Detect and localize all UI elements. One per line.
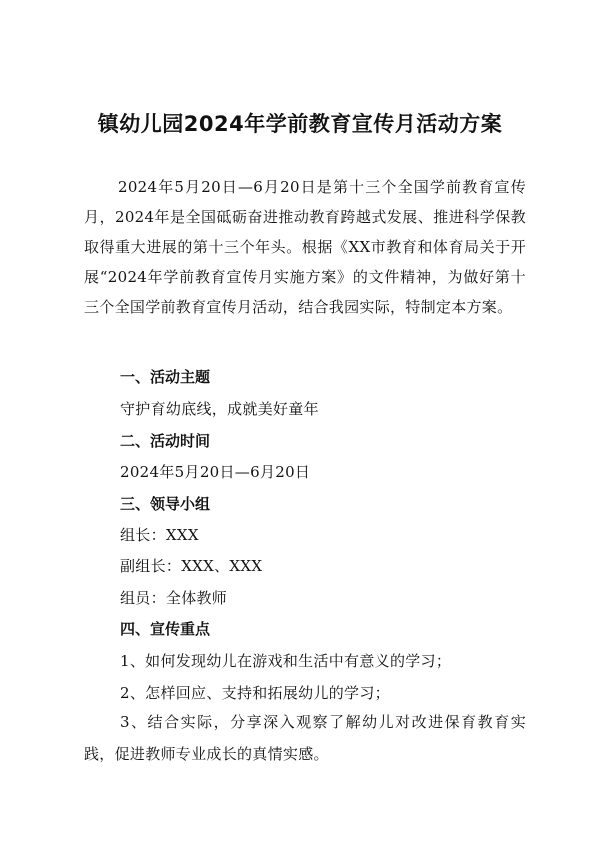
section-heading-theme: 一、活动主题 [120,368,211,386]
section-heading-time: 二、活动时间 [120,432,211,450]
members-text: 组员：全体教师 [120,589,228,607]
focus-item-3: 3、结合实际，分享深入观察了解幼儿对改进保育教育实践，促进教师专业成长的真情实感。 [84,713,526,763]
section-heading-focus: 四、宣传重点 [120,620,211,638]
theme-text: 守护育幼底线，成就美好童年 [120,400,319,418]
focus-item-2: 2、怎样回应、支持和拓展幼儿的学习； [120,684,390,702]
document-title: 镇幼儿园2024年学前教育宣传月活动方案 [97,112,503,136]
focus-item-1: 1、如何发现幼儿在游戏和生活中有意义的学习； [120,652,452,670]
section-heading-leadership: 三、领导小组 [120,495,211,513]
intro-paragraph: 2024年5月20日—6月20日是第十三个全国学前教育宣传月，2024年是全国砥砺奋进推动教育跨越式发展、推进科学保教取得重大进展的第十三个年头。根据《XX市教育和体育局关于开展“2024年学前教育宣传月实施方案》的文件精神，为做好第十三个全国学前教育宣传月活动，结合我园实际，特制定本方案。 [84,178,526,316]
time-text: 2024年5月20日—6月20日 [120,463,311,481]
deputy-leader-text: 副组长：XXX、XXX [120,557,263,575]
leader-text: 组长：XXX [120,526,199,544]
